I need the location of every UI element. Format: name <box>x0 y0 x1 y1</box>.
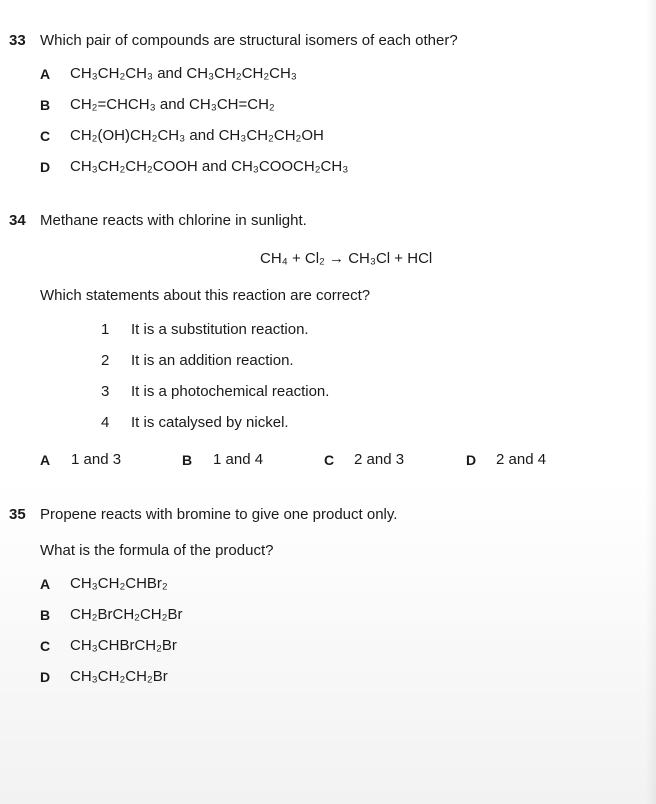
option-text: CH₂=CHCH₃ and CH₃CH=CH₂ <box>70 96 275 113</box>
statement-number: 2 <box>101 352 110 369</box>
question-text: Propene reacts with bromine to give one product only. <box>40 506 398 523</box>
page-edge-shadow <box>646 0 656 804</box>
option-text: CH₃CH₂CHBr₂ <box>70 575 168 592</box>
statement-text: It is an addition reaction. <box>131 352 294 369</box>
option-text: CH₃CHBrCH₂Br <box>70 637 177 654</box>
statement-number: 1 <box>101 321 110 338</box>
option-letter: A <box>40 452 51 468</box>
option-letter: D <box>40 159 51 175</box>
option-text: 1 and 4 <box>213 451 264 468</box>
option-text: CH₂(OH)CH₂CH₃ and CH₃CH₂CH₂OH <box>70 127 324 144</box>
option-letter: B <box>40 607 51 623</box>
reaction-equation: CH₄ + Cl₂ → CH₃Cl + HCl <box>260 250 433 267</box>
option-letter: D <box>466 452 477 468</box>
option-text: 2 and 3 <box>354 451 405 468</box>
statement-text: It is a photochemical reaction. <box>131 383 330 400</box>
question-prompt: What is the formula of the product? <box>40 542 274 559</box>
statement-number: 4 <box>101 414 110 431</box>
question-number: 34 <box>9 212 26 229</box>
option-text: CH₃CH₂CH₂Br <box>70 668 168 685</box>
statement-text: It is a substitution reaction. <box>131 321 309 338</box>
option-text: 1 and 3 <box>71 451 122 468</box>
option-text: CH₂BrCH₂CH₂Br <box>70 606 183 623</box>
option-letter: D <box>40 669 51 685</box>
option-letter: B <box>40 97 51 113</box>
option-text: CH₃CH₂CH₂COOH and CH₃COOCH₂CH₃ <box>70 158 349 175</box>
question-text: Which pair of compounds are structural isomers of each other? <box>40 32 458 49</box>
option-letter: C <box>40 638 51 654</box>
statement-text: It is catalysed by nickel. <box>131 414 289 431</box>
question-number: 33 <box>9 32 26 49</box>
option-letter: C <box>40 128 51 144</box>
option-letter: B <box>182 452 193 468</box>
question-number: 35 <box>9 506 26 523</box>
question-text: Methane reacts with chlorine in sunlight. <box>40 212 307 229</box>
question-prompt: Which statements about this reaction are correct? <box>40 287 371 304</box>
option-letter: A <box>40 576 51 592</box>
option-text: CH₃CH₂CH₃ and CH₃CH₂CH₂CH₃ <box>70 65 297 82</box>
option-letter: A <box>40 66 51 82</box>
option-text: 2 and 4 <box>496 451 547 468</box>
option-letter: C <box>324 452 335 468</box>
statement-number: 3 <box>101 383 110 400</box>
